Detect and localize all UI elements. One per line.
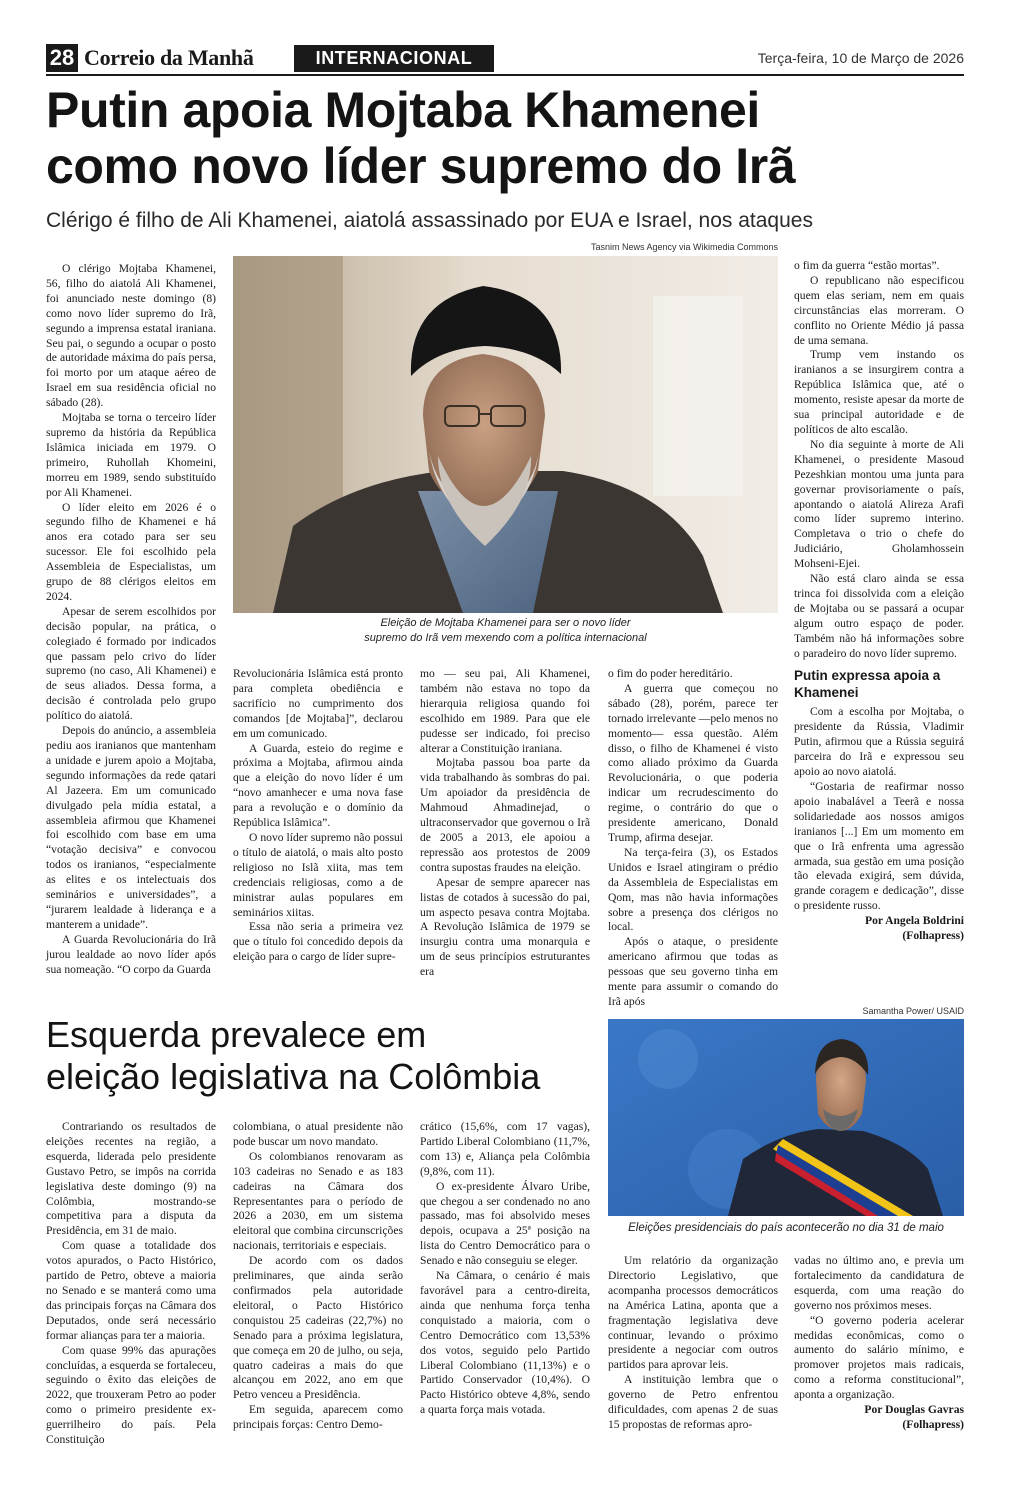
paragraph: O clérigo Mojtaba Khamenei, 56, filho do aiatolá Ali Khamenei, foi anunciado neste domingo (8) como novo líder supremo do Irã, segundo a imprensa estatal iraniana. Seu pai, o segundo a ocupar o posto de autoridade máxima do país persa, foi morto por um ataque aéreo de Israel em sua residência oficial no sábado (28). bbox=[46, 262, 216, 410]
paragraph: Apesar de serem escolhidos por decisão popular, na prática, o colegiado é formado por indicados que passam pelo crivo do líder supremo (no caso, Ali Khamenei) e de seus aliados. Dessa forma, a decisão é controlada pelo grupo político do aiatolá. bbox=[46, 604, 216, 723]
paragraph: O ex-presidente Álvaro Uribe, que chegou a ser condenado no ano passado, mas foi absolvido meses depois, ocupava a 25ª posição na lista do Centro Democrático para o Senado e não conseguiu se eleger. bbox=[420, 1179, 590, 1268]
paragraph: Contrariando os resultados de eleições recentes na região, a esquerda, liderada pelo presidente Gustavo Petro, se impôs na corrida legislativa deste domingo (9) na Colômbia, mostrando-se competitiva para a disputa da Presidência, em 31 de maio. bbox=[46, 1120, 216, 1238]
paragraph: “O governo poderia acelerar medidas econômicas, como o aumento do salário mínimo, e promover projetos mais radicais, como a reforma constitucional”, aponta a organização. bbox=[794, 1313, 964, 1402]
paragraph: A guerra que começou no sábado (28), porém, parece ter tornado irrelevante —pelo menos no momento— essa questão. Além disso, o filho de Khamenei é visto como aliado próximo da Guarda Revolucionária, o que poderia indicar um recrudescimento do regime, o contrário do que o presidente americano, Donald Trump, afirma desejar. bbox=[608, 681, 778, 844]
article1-column-5 bbox=[794, 259, 964, 997]
caption-line-1: Eleição de Mojtaba Khamenei para ser o novo líder bbox=[380, 617, 631, 629]
paragraph: colombiana, o atual presidente não pode buscar um novo mandato. bbox=[233, 1120, 403, 1148]
paragraph: Após o ataque, o presidente americano afirmou que todas as pessoas que seu governo tinha em mente para assumir o comando do Irã após bbox=[608, 935, 778, 1008]
newspaper-logo: Correio da Manhã bbox=[84, 45, 254, 70]
paragraph: o fim do poder hereditário. bbox=[608, 667, 733, 680]
article2-column-1 bbox=[46, 1120, 216, 1455]
caption-line-2: supremo do Irã vem mexendo com a política internacional bbox=[364, 632, 647, 644]
article1-column-2 bbox=[233, 667, 403, 992]
paragraph: Revolucionária Islâmica está pronto para completa obediência e sacrifício no cumprimento dos comandos [de Mojtaba]”, declarou em um comunicado. bbox=[233, 667, 403, 740]
khamenei-photo bbox=[233, 256, 778, 613]
paragraph: Um relatório da organização Directorio Legislativo, que acompanha processos democráticos na América Latina, aponta que a fragmentação legislativa deve continuar, levando o próximo presidente a negociar com outros partidos para aprovar leis. bbox=[608, 1254, 778, 1372]
headline-line-2: como novo líder supremo do Irã bbox=[46, 138, 796, 194]
headline bbox=[46, 82, 976, 194]
byline-source: (Folhapress) bbox=[902, 929, 964, 943]
photo-credit: Tasnim News Agency via Wikimedia Commons bbox=[590, 242, 778, 252]
paragraph: A Guarda Revolucionária do Irã jurou lealdade ao novo líder após sua nomeação. “O corpo da Guarda bbox=[46, 932, 216, 976]
paragraph: De acordo com os dados preliminares, que ainda serão confirmados pela autoridade eleitoral, o Pacto Histórico conquistou 25 cadeiras (22,7%) no Senado para a próxima legislatura, que começa em 20 de julho, ou seja, quatro cadeiras a mais do que alcançou em 2022, ano em que Petro venceu a Presidência. bbox=[233, 1254, 403, 1402]
article2-column-4 bbox=[608, 1254, 778, 1459]
issue-date: Terça-feira, 10 de Março de 2026 bbox=[757, 50, 964, 66]
photo-caption bbox=[233, 616, 778, 646]
article2-column-5 bbox=[794, 1254, 964, 1459]
photo-credit-2: Samantha Power/ USAID bbox=[862, 1006, 964, 1016]
page-number: 28 bbox=[46, 44, 78, 72]
paragraph: Com quase 99% das apurações concluídas, a esquerda se fortaleceu, seguindo o êxito das eleições de 2022, que trouxeram Petro ao poder como o primeiro presidente ex-guerrilheiro do país. Pela Constituição bbox=[46, 1343, 216, 1447]
paragraph: crático (15,6%, com 17 vagas), Partido Liberal Colombiano (11,7%, com 13) e, Aliança pela Colômbia (9,8%, com 11). bbox=[420, 1120, 590, 1178]
photo-caption-2: Eleições presidenciais do país acontecerão no dia 31 de maio bbox=[628, 1222, 944, 1234]
paragraph: o fim da guerra “estão mortas”. bbox=[794, 259, 940, 272]
article2-column-3 bbox=[420, 1120, 590, 1455]
paragraph: “Gostaria de reafirmar nosso apoio inabalável a Teerã e nossa solidariedade aos nossos amigos iranianos [...] Em um momento em que o Irã enfrenta uma agressão armada, sua gestão em uma posição tão elevada exigirá, sem dúvida, grande coragem e dedicação”, disse o presidente russo. bbox=[794, 780, 964, 913]
paragraph: A instituição lembra que o governo de Petro enfrentou dificuldades, com apenas 2 de suas 15 propostas de reformas apro- bbox=[608, 1373, 778, 1431]
paragraph: O republicano não especificou quem elas seriam, nem em quais circunstâncias elas morreram. O conflito no Oriente Médio já passa de uma semana. bbox=[794, 273, 964, 347]
section-label: INTERNACIONAL bbox=[294, 45, 494, 72]
article1-column-4 bbox=[608, 667, 778, 1008]
paragraph: Mojtaba passou boa parte da vida trabalhando às sombras do pai. Um apoiador da presidência de Mahmoud Ahmadinejad, o ultraconservador que governou o Irã de 2005 a 2013, ele apoiou a repressão aos protestos de 2009 contra supostas fraudes na eleição. bbox=[420, 756, 590, 874]
paragraph: mo — seu pai, Ali Khamenei, também não estava no topo da hierarquia religiosa quando foi escolhido em 1989. Para que ele pudesse ser indicado, foi preciso alterar a Constituição iraniana. bbox=[420, 667, 590, 755]
paragraph: Com a escolha por Mojtaba, o presidente da Rússia, Vladimir Putin, afirmou que a Rússia seguirá parceira do Irã e expressou seu apoio ao novo aiatolá. bbox=[794, 705, 964, 779]
paragraph: No dia seguinte à morte de Ali Khamenei, o presidente Masoud Pezeshkian montou uma junta para governar provisoriamente o país, apontando o aiatolá Alireza Arafi como líder supremo interino. Completava o trio o chefe do Judiciário, Gholamhossein Mohseni-Ejei. bbox=[794, 437, 964, 571]
paragraph: Com quase a totalidade dos votos apurados, o Pacto Histórico, partido de Petro, obteve a maioria no Senado e se manterá como uma das principais forças na Câmara dos Deputados, onde será necessário formar alianças para ter a maioria. bbox=[46, 1239, 216, 1342]
subhead: Putin expressa apoia a Khamenei bbox=[794, 668, 941, 701]
paragraph: O líder eleito em 2026 é o segundo filho de Khamenei e há anos era cotado para ser seu sucessor. Ele foi escolhido pela Assembleia de Especialistas, um grupo de 88 clérigos eleitos em 2024. bbox=[46, 500, 216, 603]
paragraph: Mojtaba se torna o terceiro líder supremo da história da República Islâmica iniciada em 1979. O primeiro, Ruhollah Khomeini, morreu em 1989, sendo substituído por Ali Khamenei. bbox=[46, 411, 216, 499]
header-rule bbox=[46, 74, 964, 76]
paragraph: Não está claro ainda se essa trinca foi dissolvida com a eleição de Mojtaba ou se passará a ocupar algum outro espaço de poder. Também não há informações sobre o paradeiro do novo líder supremo. bbox=[794, 572, 964, 660]
paragraph: Na Câmara, o cenário é mais favorável para a centro-direita, ainda que nenhuma força tenha conquistado a maioria, com o Centro Democrático com 13,53% dos votos, seguido pelo Partido Liberal Colombiano (11,13%) e o Partido Conservador (10,4%). O Pacto Histórico obteve 4,8%, sendo a quarta força mais votada. bbox=[420, 1269, 590, 1417]
paragraph: A Guarda, esteio do regime e próxima a Mojtaba, afirmou ainda que a eleição do novo líder é um “novo amanhecer e uma nova fase para a revolução e o domínio da República Islâmica”. bbox=[233, 741, 403, 830]
subheadline: Clérigo é filho de Ali Khamenei, aiatolá assassinado por EUA e Israel, nos ataques bbox=[46, 209, 813, 232]
paragraph: Os colombianos renovaram as 103 cadeiras no Senado e as 183 cadeiras na Câmara dos Representantes para o período de 2026 a 2030, em um sistema eleitoral que combina circunscrições nacionais, territoriais e especiais. bbox=[233, 1149, 403, 1253]
paragraph: O novo líder supremo não possui o título de aiatolá, o mais alto posto religioso no Islã xiita, mas tem credenciais religiosas, como a de ministrar aulas populares em seminários xiitas. bbox=[233, 830, 403, 919]
petro-photo bbox=[608, 1019, 964, 1216]
byline-source: (Folhapress) bbox=[902, 1417, 964, 1431]
paragraph: Essa não seria a primeira vez que o título foi concedido depois da eleição para o cargo de líder supre- bbox=[233, 920, 403, 964]
paragraph: Depois do anúncio, a assembleia pediu aos iranianos que mantenham a unidade e jurem apoio a Mojtaba, segundo informações da rede qatari Al Jazeera. Em um comunicado divulgado pela mídia estatal, a assembleia afirmou que Khamenei foi escolhido com base em uma “votação decisiva” e convocou todos os iranianos, “especialmente as elites e os intelectuais dos seminários e universidades”, a “jurarem lealdade à liderança e a manterem a unidade”. bbox=[46, 724, 216, 931]
article1-column-1 bbox=[46, 262, 216, 992]
paragraph: Trump vem instando os iranianos a se insurgirem contra a República Islâmica que, até o momento, resiste apesar da morte de sua principal autoridade e de políticos de alto escalão. bbox=[794, 348, 964, 436]
article2-column-2 bbox=[233, 1120, 403, 1455]
paragraph: Apesar de sempre aparecer nas listas de cotados à sucessão do pai, um aspecto pesava contra Mojtaba. A Revolução Islâmica de 1979 se insurgiu contra uma monarquia e um de seus princípios estruturantes era bbox=[420, 875, 590, 979]
headline-2-line-1: Esquerda prevalece em bbox=[46, 1014, 427, 1055]
paragraph: Em seguida, aparecem como principais forças: Centro Demo- bbox=[233, 1403, 403, 1432]
paragraph: vadas no último ano, e previa um fortalecimento da candidatura de esquerda, com uma reação do governo nos próximos meses. bbox=[794, 1254, 964, 1312]
paragraph: Na terça-feira (3), os Estados Unidos e Israel atingiram o prédio da Assembleia de Especialistas em Qom, mas não havia informações sobre a presença dos clérigos no local. bbox=[608, 845, 778, 934]
byline: Por Angela Boldrini bbox=[865, 914, 964, 928]
headline-2 bbox=[46, 1014, 606, 1098]
headline-2-line-2: eleição legislativa na Colômbia bbox=[46, 1056, 541, 1097]
article1-column-3 bbox=[420, 667, 590, 992]
byline: Por Douglas Gavras bbox=[864, 1403, 964, 1417]
headline-line-1: Putin apoia Mojtaba Khamenei bbox=[46, 82, 760, 138]
